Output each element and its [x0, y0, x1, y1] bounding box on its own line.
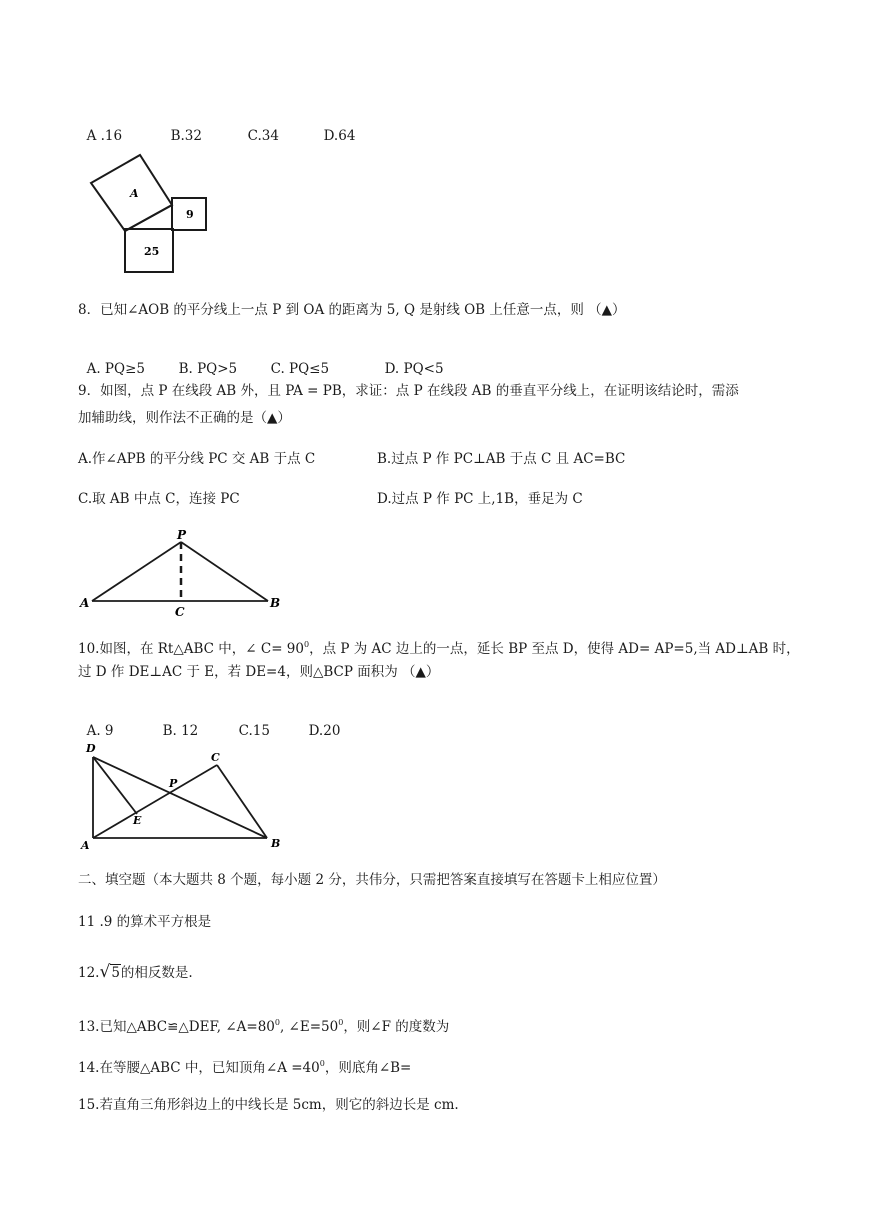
label-p: P — [169, 777, 178, 790]
q12-suffix: 的相反数是. — [120, 965, 193, 981]
segment-db — [93, 757, 267, 838]
q7-option-d: D.64 — [323, 128, 356, 144]
q8-stem: 8．已知∠AOB 的平分线上一点 P 到 OA 的距离为 5, Q 是射线 OB 上任意一点，则 （▲） — [78, 302, 626, 318]
q10-option-b: B. 12 — [162, 723, 199, 739]
degree-sup: 0 — [319, 1059, 325, 1068]
q8-option-d: D. PQ<5 — [384, 361, 444, 377]
q11-text: 11 .9 的算术平方根是 — [78, 914, 212, 930]
q10-stem-line2: 过 D 作 DE⊥AC 于 E，若 DE=4，则△BCP 面积为 （▲） — [78, 664, 440, 680]
q9-option-a: A.作∠APB 的平分线 PC 交 AB 于点 C — [78, 451, 316, 467]
label-9: 9 — [186, 208, 194, 221]
q10-triangle-figure — [75, 740, 295, 852]
q7-options — [78, 109, 355, 145]
q14-part1: 14.在等腰△ABC 中，已知顶角∠A =40 — [78, 1060, 320, 1076]
q7-option-a: A .16 — [86, 128, 123, 144]
sqrt-symbol: √5 — [99, 962, 120, 982]
segment-ac — [93, 765, 217, 838]
label-e: E — [133, 814, 142, 827]
q8-option-b: B. PQ>5 — [178, 361, 238, 377]
q13-part3: ，则∠F 的度数为 — [343, 1019, 450, 1035]
q9-stem-line1: 9．如图，点 P 在线段 AB 外，且 PA = PB，求证：点 P 在线段 AB 的垂直平分线上，在证明该结论时，需添 — [78, 383, 739, 399]
q8-option-c: C. PQ≤5 — [270, 361, 330, 377]
q10-stem-line1 — [78, 636, 800, 658]
side-pb — [181, 542, 268, 601]
q12-prefix: 12. — [78, 965, 100, 981]
q9-option-c: C.取 AB 中点 C，连接 PC — [78, 491, 240, 507]
q10-option-c: C.15 — [238, 723, 270, 739]
triangle-hypotenuse — [125, 205, 172, 231]
q8-options — [78, 342, 444, 378]
label-a: A — [130, 187, 139, 200]
q10-option-a: A. 9 — [86, 723, 114, 739]
q13-part1: 13.已知△ABC≌△DEF, ∠A=80 — [78, 1019, 275, 1035]
label-d: D — [86, 742, 96, 755]
q13-part2: , ∠E=50 — [279, 1019, 339, 1035]
q10-stem-line1-b: ，点 P 为 AC 边上的一点，延长 BP 至点 D，使得 AD= AP=5,当 AD⊥AB 时， — [309, 641, 800, 657]
label-a: A — [80, 596, 90, 610]
label-c: C — [175, 605, 185, 619]
q7-option-c: C.34 — [247, 128, 279, 144]
label-25: 25 — [144, 245, 160, 258]
segment-de — [93, 757, 137, 814]
q9-triangle-figure — [75, 526, 295, 620]
label-b: B — [270, 596, 281, 610]
q14-part2: ，则底角∠B= — [324, 1060, 412, 1076]
q7-option-b: B.32 — [170, 128, 202, 144]
label-a: A — [81, 839, 90, 852]
q10-options — [78, 704, 340, 740]
q13-text — [78, 1014, 449, 1036]
label-p: P — [177, 528, 187, 542]
q9-option-b: B.过点 P 作 PC⊥AB 于点 C 且 AC=BC — [377, 451, 626, 467]
q9-option-d: D.过点 P 作 PC 上,1B，垂足为 C — [377, 491, 583, 507]
q12-radicand: 5 — [111, 965, 120, 981]
q8-option-a: A. PQ≥5 — [86, 361, 145, 377]
q7-squares-figure — [80, 145, 220, 280]
q9-stem-line2: 加辅助线，则作法不正确的是（▲） — [78, 410, 291, 426]
degree-sup: 0 — [304, 640, 310, 649]
label-b: B — [271, 837, 281, 850]
section2-heading: 二、填空题（本大题共 8 个题，每小题 2 分，共伟分，只需把答案直接填写在答题卡上相应位置） — [78, 872, 666, 888]
side-pa — [92, 542, 181, 601]
q15-text: 15.若直角三角形斜边上的中线长是 5cm，则它的斜边长是 cm. — [78, 1097, 459, 1113]
degree-sup: 0 — [338, 1018, 344, 1027]
degree-sup: 0 — [274, 1018, 280, 1027]
label-c: C — [211, 751, 220, 764]
q12-text — [78, 963, 193, 982]
q10-stem-line1-a: 10.如图，在 Rt△ABC 中，∠ C= 90 — [78, 641, 304, 657]
q10-option-d: D.20 — [308, 723, 341, 739]
q14-text — [78, 1055, 411, 1077]
